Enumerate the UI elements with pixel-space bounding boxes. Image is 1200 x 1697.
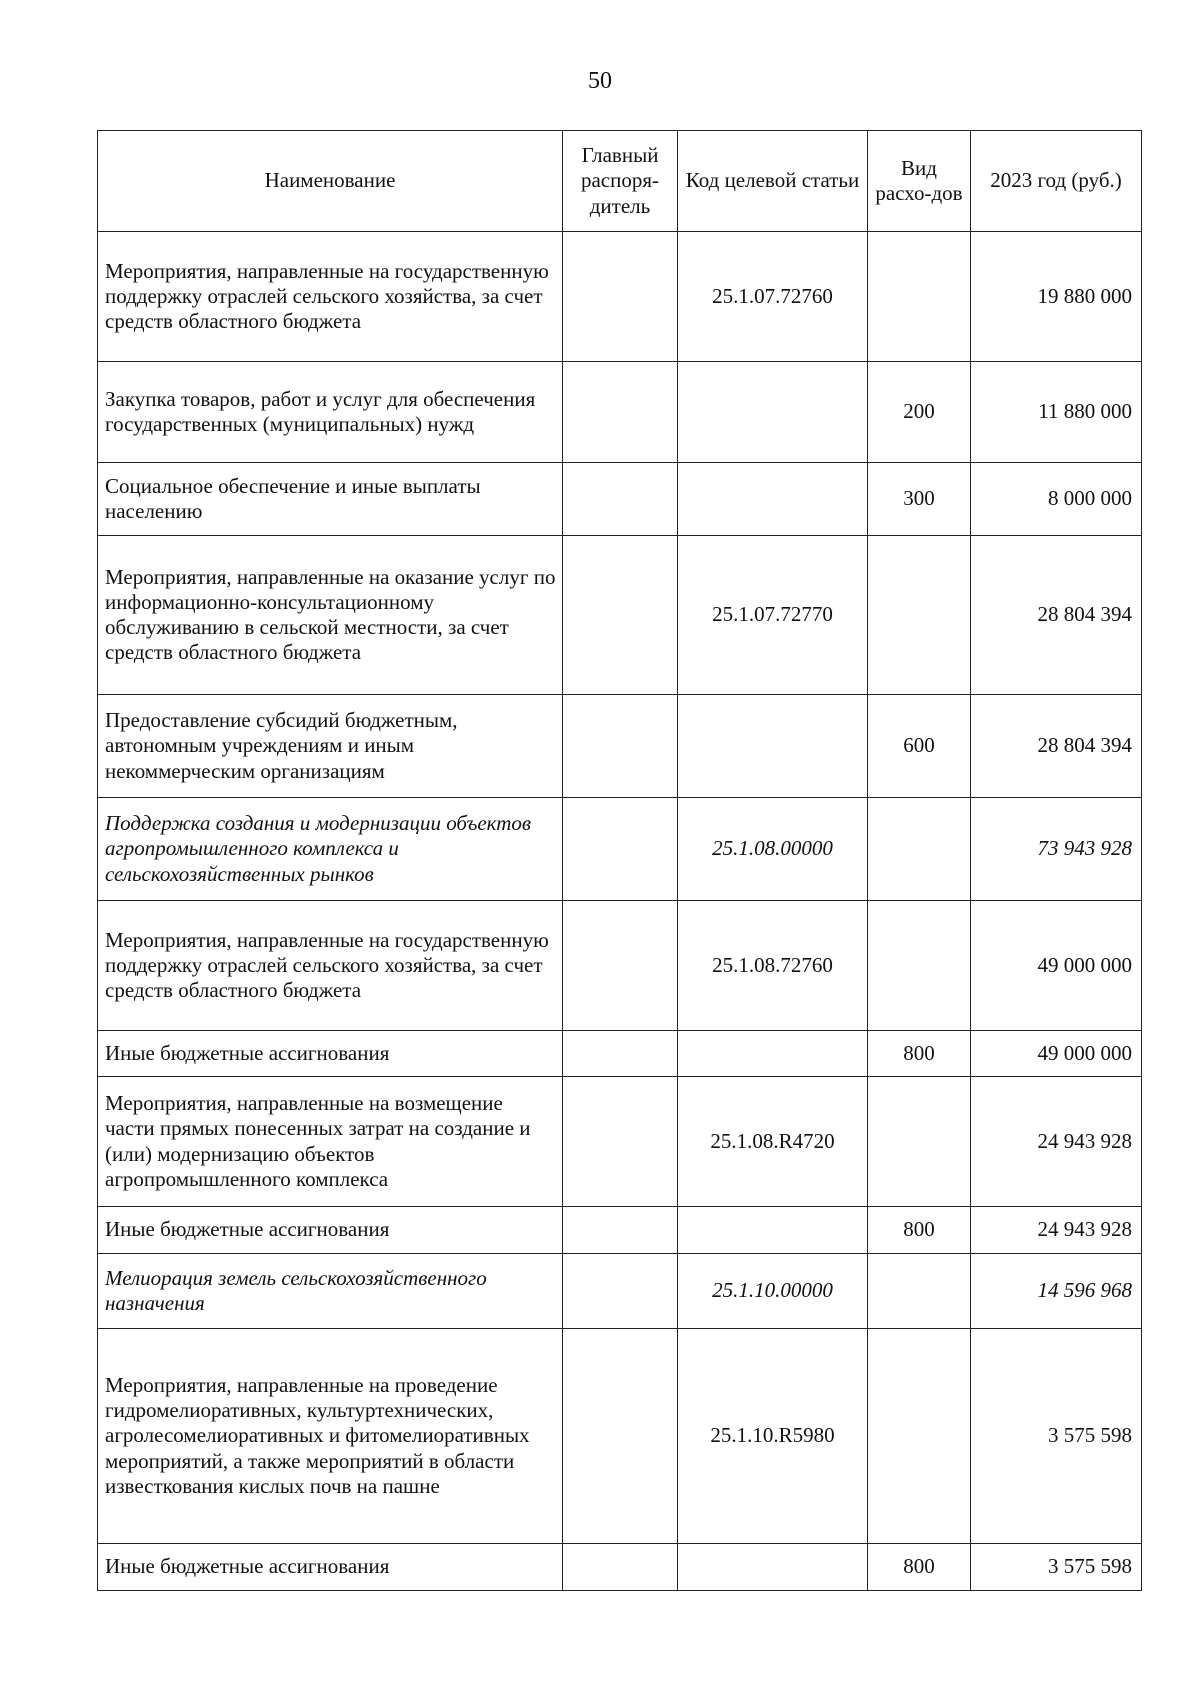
row-expense-type: 300 [868, 463, 971, 536]
row-name: Предоставление субсидий бюджетным, автономным учреждениям и иным некоммерческим организациям [98, 695, 563, 798]
table-row [98, 362, 1142, 463]
row-manager [563, 1031, 678, 1077]
row-target-code [678, 362, 868, 463]
row-expense-type [868, 798, 971, 901]
row-name: Иные бюджетные ассигнования [98, 1031, 563, 1077]
row-name: Закупка товаров, работ и услуг для обеспечения государственных (муниципальных) нужд [98, 362, 563, 463]
page-number: 50 [588, 68, 612, 94]
row-manager [563, 1329, 678, 1544]
row-expense-type: 800 [868, 1544, 971, 1591]
row-amount: 49 000 000 [971, 1031, 1142, 1077]
row-target-code: 25.1.07.72760 [678, 232, 868, 362]
row-target-code: 25.1.08.R4720 [678, 1077, 868, 1207]
table-row [98, 901, 1142, 1031]
row-expense-type [868, 901, 971, 1031]
row-manager [563, 232, 678, 362]
row-name: Социальное обеспечение и иные выплаты населению [98, 463, 563, 536]
row-target-code [678, 463, 868, 536]
row-manager [563, 536, 678, 695]
budget-table [97, 130, 1142, 1591]
table-row [98, 1207, 1142, 1254]
row-target-code [678, 695, 868, 798]
row-target-code: 25.1.10.00000 [678, 1254, 868, 1329]
row-amount: 49 000 000 [971, 901, 1142, 1031]
table-row [98, 463, 1142, 536]
header-name: Наименование [98, 131, 563, 232]
row-name: Мероприятия, направленные на государственную поддержку отраслей сельского хозяйства, за счет средств областного бюджета [98, 232, 563, 362]
row-manager [563, 362, 678, 463]
row-manager [563, 695, 678, 798]
row-expense-type: 200 [868, 362, 971, 463]
table-row [98, 1254, 1142, 1329]
row-amount: 28 804 394 [971, 695, 1142, 798]
row-target-code [678, 1031, 868, 1077]
row-manager [563, 901, 678, 1031]
row-name: Мероприятия, направленные на проведение гидромелиоративных, культуртехнических, агролесомелиоративных и фитомелиоративных мероприятий, а также мероприятий в области известкования кислых почв на пашне [98, 1329, 563, 1544]
row-target-code: 25.1.10.R5980 [678, 1329, 868, 1544]
row-amount: 73 943 928 [971, 798, 1142, 901]
table-row [98, 232, 1142, 362]
table-row [98, 536, 1142, 695]
table-row [98, 695, 1142, 798]
table-header-row [98, 131, 1142, 232]
table-row [98, 1329, 1142, 1544]
row-name: Мелиорация земель сельскохозяйственного назначения [98, 1254, 563, 1329]
row-target-code [678, 1207, 868, 1254]
row-expense-type [868, 232, 971, 362]
row-name: Иные бюджетные ассигнования [98, 1207, 563, 1254]
table-row [98, 1031, 1142, 1077]
row-amount: 24 943 928 [971, 1077, 1142, 1207]
row-amount: 11 880 000 [971, 362, 1142, 463]
header-manager: Главный распоря-дитель [563, 131, 678, 232]
row-target-code [678, 1544, 868, 1591]
row-expense-type [868, 1077, 971, 1207]
row-expense-type [868, 536, 971, 695]
row-manager [563, 798, 678, 901]
row-target-code: 25.1.08.72760 [678, 901, 868, 1031]
table-row [98, 1077, 1142, 1207]
table-row [98, 798, 1142, 901]
row-name: Мероприятия, направленные на государственную поддержку отраслей сельского хозяйства, за счет средств областного бюджета [98, 901, 563, 1031]
row-manager [563, 1254, 678, 1329]
row-name: Иные бюджетные ассигнования [98, 1544, 563, 1591]
row-target-code: 25.1.08.00000 [678, 798, 868, 901]
header-expense-type: Вид расхо-дов [868, 131, 971, 232]
row-manager [563, 463, 678, 536]
row-expense-type: 600 [868, 695, 971, 798]
header-year: 2023 год (руб.) [971, 131, 1142, 232]
row-amount: 8 000 000 [971, 463, 1142, 536]
row-expense-type: 800 [868, 1031, 971, 1077]
row-amount: 3 575 598 [971, 1544, 1142, 1591]
row-manager [563, 1077, 678, 1207]
header-target-code: Код целевой статьи [678, 131, 868, 232]
row-name: Мероприятия, направленные на возмещение части прямых понесенных затрат на создание и (или) модернизацию объектов агропромышленного комплекса [98, 1077, 563, 1207]
row-amount: 19 880 000 [971, 232, 1142, 362]
row-manager [563, 1544, 678, 1591]
row-name: Поддержка создания и модернизации объектов агропромышленного комплекса и сельскохозяйственных рынков [98, 798, 563, 901]
row-name: Мероприятия, направленные на оказание услуг по информационно-консультационному обслуживанию в сельской местности, за счет средств областного бюджета [98, 536, 563, 695]
row-expense-type [868, 1254, 971, 1329]
row-amount: 24 943 928 [971, 1207, 1142, 1254]
row-amount: 28 804 394 [971, 536, 1142, 695]
row-expense-type [868, 1329, 971, 1544]
row-amount: 3 575 598 [971, 1329, 1142, 1544]
row-expense-type: 800 [868, 1207, 971, 1254]
table-row [98, 1544, 1142, 1591]
row-manager [563, 1207, 678, 1254]
row-target-code: 25.1.07.72770 [678, 536, 868, 695]
row-amount: 14 596 968 [971, 1254, 1142, 1329]
